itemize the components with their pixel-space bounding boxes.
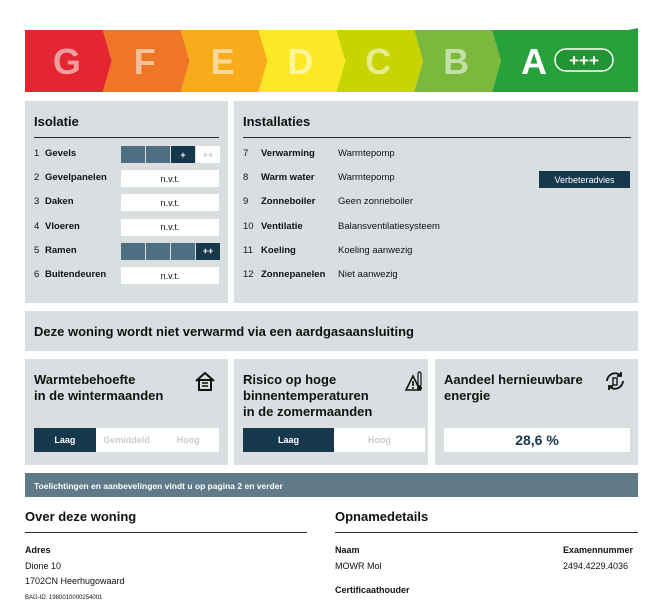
woning-title: Over deze woning (25, 509, 137, 524)
renewable-icon (603, 369, 627, 398)
examennummer-label: Examennummer (563, 545, 634, 555)
toelichting-band (25, 473, 638, 497)
isolatie-row-name: Buitendeuren (45, 269, 107, 280)
risico-title: Risico op hoge binnentemperaturen in de zomermaanden (243, 372, 373, 419)
hernieuwbaar-title: Aandeel hernieuwbare energie (444, 372, 583, 403)
adres-street: Dione 10 (25, 561, 62, 571)
installaties-row-num: 8 (243, 172, 249, 184)
rating-cell (121, 243, 145, 260)
opname-rule (335, 532, 638, 533)
certificaathouder-label: Certificaathouder (335, 585, 410, 595)
rating-cell (146, 146, 170, 163)
risico-scale-option: Laag (243, 428, 334, 452)
installaties-title: Installaties (243, 114, 311, 129)
isolatie-row-number: 1 (34, 148, 40, 159)
energy-class-letter: A (521, 41, 547, 82)
installaties-row-num: 10 (243, 220, 254, 232)
energy-class-letter: E (210, 41, 235, 82)
energy-class-letter: G (52, 41, 81, 82)
installaties-row-num: 9 (243, 196, 249, 208)
hernieuwbaar-value: 28,6 % (515, 432, 559, 448)
house-icon (194, 371, 216, 396)
rating-cell (146, 243, 170, 260)
isolatie-row-number: 6 (34, 269, 40, 280)
risico-scale-option: Hoog (334, 428, 425, 452)
rating-cell: ++ (196, 243, 220, 260)
energy-label-bar (25, 28, 638, 94)
isolatie-row-name: Gevelpanelen (45, 172, 107, 184)
gas-notice: Deze woning wordt niet verwarmd via een aardgasaansluiting (34, 324, 414, 339)
adres-label: Adres (25, 545, 51, 555)
isolatie-row-name: Gevels (45, 148, 77, 159)
rating-cell: ++ (196, 146, 220, 163)
warmtebehoefte-title: Warmtebehoefte in de wintermaanden (34, 372, 164, 403)
toelichting-text: Toelichtingen en aanbevelingen vindt u op pagina 2 en verder (34, 481, 283, 491)
isolatie-row-name: Ramen (45, 244, 77, 256)
isolatie-row-name: Daken (45, 196, 74, 208)
isolatie-row-number: 4 (34, 220, 40, 232)
installaties-row-value: Warmtepomp (338, 148, 395, 159)
installaties-row-value: Geen zonneboiler (338, 196, 413, 208)
warmtebehoefte-scale-option: Hoog (157, 428, 219, 452)
isolatie-row-name: Vloeren (45, 220, 80, 232)
isolatie-title: Isolatie (34, 114, 79, 129)
isolatie-rating-bar (121, 146, 220, 163)
installaties-rule (243, 137, 631, 138)
rating-cell (121, 146, 145, 163)
energy-class-letter: C (365, 41, 392, 82)
woning-rule (25, 532, 307, 533)
rating-cell: + (171, 146, 195, 163)
rating-cell (171, 243, 195, 260)
thermometer-warning-icon (402, 370, 424, 399)
isolatie-row-number: 3 (34, 196, 40, 208)
installaties-row-name: Verwarming (261, 148, 315, 159)
verbeteradvies-button[interactable]: Verbeteradvies (539, 171, 630, 188)
installaties-row-num: 12 (243, 269, 254, 280)
isolatie-nvt-value: n.v.t. (121, 194, 219, 211)
risico-scale (243, 428, 425, 452)
installaties-row-name: Zonnepanelen (261, 269, 326, 280)
isolatie-nvt-value: n.v.t. (121, 170, 219, 187)
warmtebehoefte-scale-option: Laag (34, 428, 96, 452)
isolatie-row-number: 5 (34, 244, 40, 256)
energy-class-letter: B (443, 41, 470, 82)
installaties-row-num: 7 (243, 148, 249, 159)
isolatie-nvt-value: n.v.t. (121, 267, 219, 284)
installaties-row-value: Warmtepomp (338, 172, 395, 184)
energy-class-letter: D (287, 41, 314, 82)
isolatie-rule (34, 137, 219, 138)
installaties-row-num: 11 (243, 244, 253, 256)
bag-id: BAG-ID: 1980010000254001 (25, 595, 103, 601)
adres-city: 1702CN Heerhugowaard (25, 576, 125, 586)
hernieuwbaar-value-box (444, 428, 630, 452)
warmtebehoefte-scale (34, 428, 219, 452)
installaties-row-name: Zonneboiler (261, 196, 316, 208)
opname-title: Opnamedetails (335, 509, 429, 524)
installaties-row-name: Warm water (261, 172, 315, 184)
installaties-row-value: Koeling aanwezig (338, 244, 413, 256)
installaties-row-name: Koeling (261, 244, 296, 256)
isolatie-nvt-value: n.v.t. (121, 219, 219, 236)
examennummer-value: 2494.4229.4036 (563, 561, 629, 571)
installaties-row-value: Balansventilatiesysteem (338, 220, 440, 232)
warmtebehoefte-scale-option: Gemiddeld (96, 428, 158, 452)
naam-label: Naam (335, 545, 360, 555)
naam-value: MOWR Mol (335, 561, 382, 571)
isolatie-rating-bar (121, 243, 220, 260)
installaties-row-value: Niet aanwezig (338, 269, 398, 280)
energy-class-letter: F (133, 41, 156, 82)
installaties-row-name: Ventilatie (261, 220, 303, 232)
isolatie-row-number: 2 (34, 172, 40, 184)
energy-class-extra: +++ (569, 51, 599, 70)
